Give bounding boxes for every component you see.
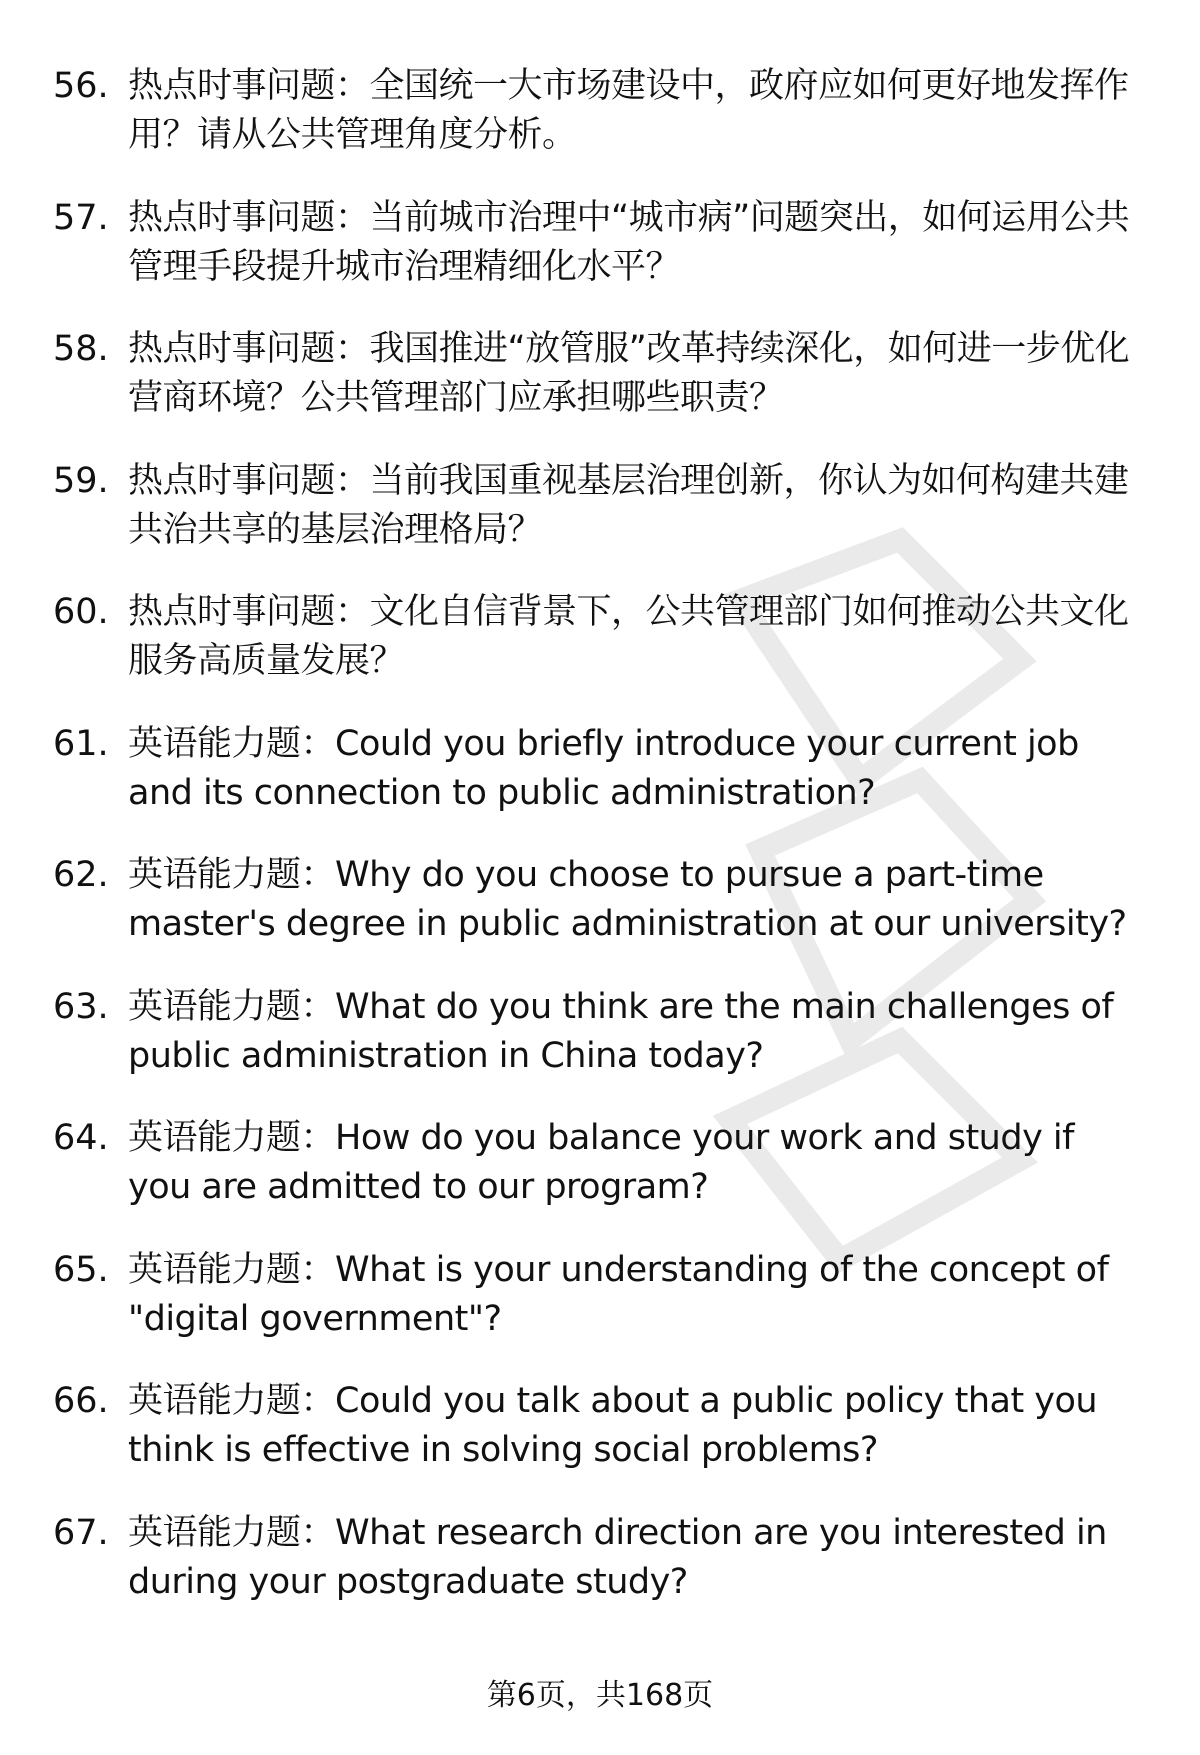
list-item [0, 1509, 1200, 1641]
item-text: 热点时事问题：我国推进“放管服”改革持续深化，如何进一步优化营商环境？公共管理部门应承担哪些职责？ [128, 329, 1130, 418]
item-number: 56. [53, 66, 109, 106]
item-text: 英语能力题：How do you balance your work and study if you are admitted to our program? [128, 1118, 1074, 1207]
item-text: 英语能力题：Could you briefly introduce your current job and its connection to public administration? [128, 723, 1079, 813]
item-text: 英语能力题：What do you think are the main challenges of public administration in China today? [128, 986, 1114, 1076]
item-text: 热点时事问题：当前我国重视基层治理创新，你认为如何构建共建共治共享的基层治理格局？ [128, 460, 1129, 550]
list-item [0, 588, 1200, 720]
item-number: 62. [53, 855, 109, 895]
item-text: 英语能力题：What is your understanding of the concept of "digital government"? [128, 1249, 1109, 1339]
page-number: 第6页，共168页 [486, 1678, 714, 1713]
item-text: 英语能力题：Why do you choose to pursue a part-time master's degree in public administration at our university? [128, 855, 1127, 944]
item-text: 热点时事问题：当前城市治理中“城市病”问题突出，如何运用公共管理手段提升城市治理精细化水平？ [128, 197, 1130, 287]
item-number: 59. [53, 460, 109, 501]
item-number: 64. [53, 1118, 109, 1158]
list-item [0, 1114, 1200, 1246]
item-number: 67. [53, 1512, 109, 1553]
item-number: 57. [53, 197, 109, 238]
item-text: 英语能力题：Could you talk about a public policy that you think is effective in solving social problems? [128, 1381, 1098, 1470]
list-item [0, 457, 1200, 589]
list-item [0, 1246, 1200, 1378]
item-text: 热点时事问题：全国统一大市场建设中，政府应如何更好地发挥作用？请从公共管理角度分析。 [128, 66, 1129, 155]
list-item [0, 62, 1200, 194]
item-text: 英语能力题：What research direction are you interested in during your postgraduate study? [128, 1512, 1107, 1602]
list-item [0, 194, 1200, 326]
question-list [0, 62, 1200, 1640]
item-number: 63. [53, 986, 109, 1027]
item-text: 热点时事问题：文化自信背景下，公共管理部门如何推动公共文化服务高质量发展？ [128, 592, 1129, 681]
list-item [0, 1377, 1200, 1509]
item-number: 60. [53, 592, 109, 632]
item-number: 65. [53, 1249, 109, 1290]
list-item [0, 983, 1200, 1115]
list-item [0, 720, 1200, 852]
item-number: 61. [53, 723, 109, 764]
list-item [0, 325, 1200, 457]
list-item [0, 851, 1200, 983]
item-number: 58. [53, 329, 109, 369]
item-number: 66. [53, 1381, 109, 1421]
